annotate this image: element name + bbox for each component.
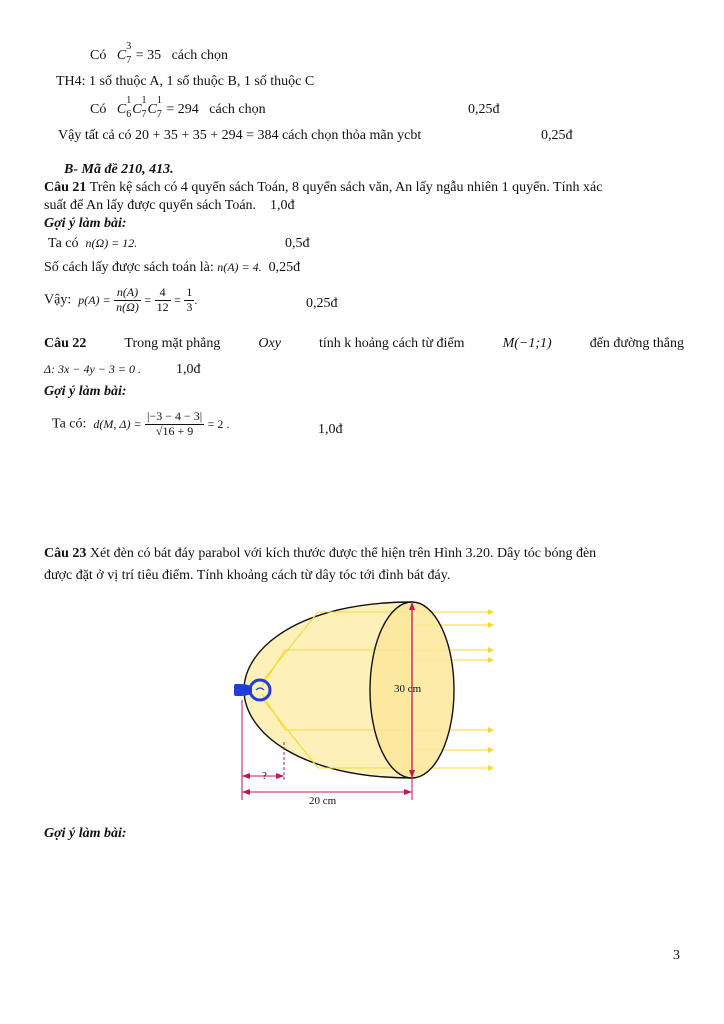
question-22-line-1: Câu 22 Trong mặt phẳng Oxy tính k hoảng cách từ điểm M(−1;1) đến đường thẳng bbox=[44, 336, 684, 351]
case-th4: TH4: 1 số thuộc A, 1 số thuộc B, 1 số thuộc C bbox=[56, 74, 315, 89]
height-label: 30 cm bbox=[394, 683, 422, 695]
hint-heading: Gợi ý làm bài: bbox=[44, 384, 127, 399]
q21-step-1: Ta có n(Ω) = 12. bbox=[48, 236, 138, 251]
fraction: $\frac{|-3 - 4 - 3|}{√16 + 9}$ bbox=[147, 409, 203, 438]
section-b-heading: B- Mã đề 210, 413. bbox=[64, 162, 174, 177]
total-line: Vậy tất cả có 20 + 35 + 35 + 294 = 384 cách chọn thỏa mãn ycbt bbox=[58, 128, 422, 143]
question-21-line-2: suất để An lấy được quyển sách Toán. 1,0đ bbox=[44, 198, 295, 213]
combination-formula: C 3 7 bbox=[116, 41, 132, 66]
question-23-line-1: Câu 23 Xét đèn có bát đáy parabol với kích thước được thể hiện trên Hình 3.20. Dây tóc bóng đèn bbox=[44, 546, 597, 561]
page-number: 3 bbox=[673, 948, 680, 963]
question-21-line-1: Câu 21 Trên kệ sách có 4 quyển sách Toán, 8 quyển sách văn, An lấy ngẫu nhiên 1 quyển. Tính xác bbox=[44, 180, 603, 195]
ray-arrowheads bbox=[488, 609, 494, 771]
score: 0,25đ bbox=[306, 296, 338, 311]
score: 0,5đ bbox=[285, 236, 310, 251]
width-label: 20 cm bbox=[309, 795, 337, 807]
question-22-line-2: Δ: 3x − 4y − 3 = 0 . 1,0đ bbox=[44, 362, 201, 377]
score: 0,25đ bbox=[541, 128, 573, 143]
unknown-distance-label: ? bbox=[262, 770, 267, 782]
hint-heading: Gợi ý làm bài: bbox=[44, 216, 127, 231]
parabolic-lamp-figure bbox=[228, 594, 498, 814]
fraction: $\frac{n(A)}{n(\Omega)}$ bbox=[116, 285, 139, 314]
q22-solution: Ta có: d(M, Δ) = $\frac{|-3 - 4 - 3|}{√16 + 9}$ = 2 . bbox=[52, 409, 230, 438]
fraction: $\frac{1}{3}$ bbox=[186, 285, 193, 314]
q21-step-2: Số cách lấy được sách toán là: n(A) = 4. 0,25đ bbox=[44, 260, 301, 275]
choice-line-1: Có C 3 7 = 35 cách chọn bbox=[90, 41, 228, 66]
score: 0,25đ bbox=[468, 102, 500, 117]
question-23-line-2: được đặt ở vị trí tiêu điểm. Tính khoảng cách từ dây tóc tới đỉnh bát đáy. bbox=[44, 568, 451, 583]
combination-product: C 1 6 C 1 7 C 1 7 bbox=[116, 95, 162, 120]
q21-step-3: Vậy: p(A) = $\frac{n(A)}{n(\Omega)}$ = $\frac{4}{12}$ = $\frac{1}{3}$ . bbox=[44, 285, 198, 314]
choice-line-3: Có C 1 6 C 1 7 C 1 7 = 294 cách chọn bbox=[90, 95, 266, 120]
hint-heading: Gợi ý làm bài: bbox=[44, 826, 127, 841]
fraction: $\frac{4}{12}$ bbox=[156, 285, 169, 314]
score: 1,0đ bbox=[318, 422, 343, 437]
